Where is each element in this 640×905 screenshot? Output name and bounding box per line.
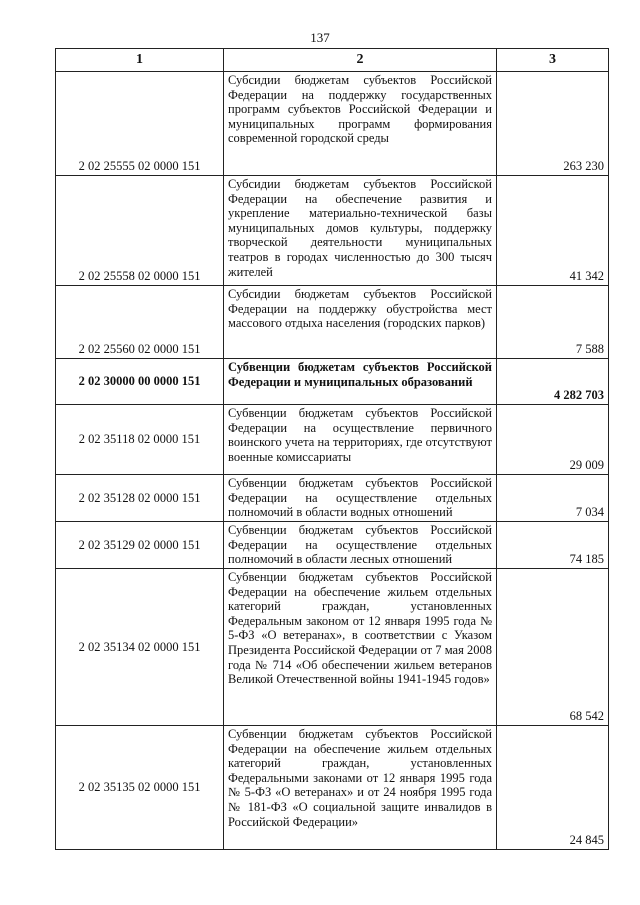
revenue-description: Субвенции бюджетам субъектов Российской Федерации и муниципальных образований xyxy=(224,359,497,405)
revenue-description: Субвенции бюджетам субъектов Российской Федерации на осуществление отдельных полномочий в области водных отношений xyxy=(224,475,497,522)
amount: 68 542 xyxy=(497,569,609,726)
table-row xyxy=(56,286,609,359)
budget-code: 2 02 30000 00 0000 151 xyxy=(56,359,224,405)
table-row xyxy=(56,522,609,569)
page-number: 137 xyxy=(310,30,330,45)
revenue-description: Субсидии бюджетам субъектов Российской Федерации на поддержку государственных программ субъектов Российской Федерации и муниципальных программ формирования современной городской среды xyxy=(224,72,497,176)
budget-code: 2 02 35129 02 0000 151 xyxy=(56,522,224,569)
budget-code: 2 02 35128 02 0000 151 xyxy=(56,475,224,522)
revenue-description: Субвенции бюджетам субъектов Российской Федерации на осуществление отдельных полномочий в области лесных отношений xyxy=(224,522,497,569)
table-row xyxy=(56,569,609,726)
table-row xyxy=(56,359,609,405)
revenue-description: Субвенции бюджетам субъектов Российской Федерации на обеспечение жильем отдельных категорий граждан, установленных Федеральными законами от 12 января 1995 года № 5-ФЗ «О ветеранах» и от 24 ноября 1995 года № 181-ФЗ «О социальной защите инвалидов в Российской Федерации» xyxy=(224,726,497,850)
amount: 263 230 xyxy=(497,72,609,176)
revenue-description: Субсидии бюджетам субъектов Российской Федерации на поддержку обустройства мест массового отдыха населения (городских парков) xyxy=(224,286,497,359)
budget-code: 2 02 35135 02 0000 151 xyxy=(56,726,224,850)
amount: 7 034 xyxy=(497,475,609,522)
header-row xyxy=(56,49,609,72)
table-row xyxy=(56,475,609,522)
budget-code: 2 02 25560 02 0000 151 xyxy=(56,286,224,359)
amount: 24 845 xyxy=(497,726,609,850)
budget-code: 2 02 25555 02 0000 151 xyxy=(56,72,224,176)
budget-table xyxy=(55,48,609,850)
budget-code: 2 02 25558 02 0000 151 xyxy=(56,176,224,286)
table-row xyxy=(56,405,609,475)
table-row xyxy=(56,726,609,850)
budget-code: 2 02 35118 02 0000 151 xyxy=(56,405,224,475)
budget-code: 2 02 35134 02 0000 151 xyxy=(56,569,224,726)
table-row xyxy=(56,176,609,286)
column-header-3: 3 xyxy=(497,49,609,72)
revenue-description: Субсидии бюджетам субъектов Российской Федерации на обеспечение развития и укрепление материально-технической базы муниципальных домов культуры, поддержку творческой деятельности муниципальных театров в городах численностью до 300 тысяч жителей xyxy=(224,176,497,286)
amount: 41 342 xyxy=(497,176,609,286)
revenue-description: Субвенции бюджетам субъектов Российской Федерации на обеспечение жильем отдельных категорий граждан, установленных Федеральным законом от 12 января 1995 года № 5-ФЗ «О ветеранах», в соответствии с Указом Президента Российской Федерации от 7 мая 2008 года № 714 «Об обеспечении жильем ветеранов Великой Отечественной войны 1941-1945 годов» xyxy=(224,569,497,726)
amount: 4 282 703 xyxy=(497,359,609,405)
column-header-2: 2 xyxy=(224,49,497,72)
column-header-1: 1 xyxy=(56,49,224,72)
amount: 29 009 xyxy=(497,405,609,475)
amount: 7 588 xyxy=(497,286,609,359)
amount: 74 185 xyxy=(497,522,609,569)
revenue-description: Субвенции бюджетам субъектов Российской Федерации на осуществление первичного воинского учета на территориях, где отсутствуют военные комиссариаты xyxy=(224,405,497,475)
table-row xyxy=(56,72,609,176)
